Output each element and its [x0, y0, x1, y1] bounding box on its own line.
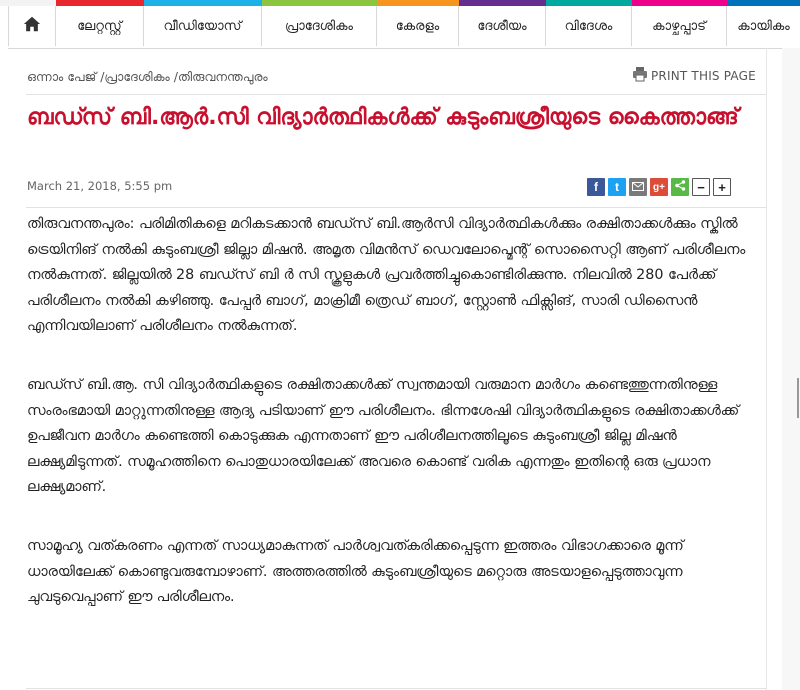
nav-home[interactable] [8, 6, 56, 46]
divider [26, 94, 766, 95]
divider [26, 688, 766, 689]
nav-accent-segment [377, 0, 459, 6]
article-body [27, 212, 752, 644]
article-paragraph: ബഡ്സ് ബി.ആ. സി വിദ്യാർത്ഥികളുടെ രക്ഷിതാക്കൾക്ക് സ്വന്തമായി വരുമാന മാർഗം കണ്ടെത്തുന്നതിനുള്ള സംരംഭമായി മാറ്റുന്നതിനുള്ള ആദ്യ പടിയാണ് ഈ പരിശീലനം. ഭിന്നശേഷി വിദ്യാർത്ഥികളുടെ രക്ഷിതാക്കൾക്ക് ഉപജീവന മാർഗം കണ്ടെത്തി കൊടുക്കുക എന്നതാണ് ഈ പരിശീലനത്തിലൂടെ കുടുംബശ്രീ ജില്ല മിഷൻ ലക്ഷ്യമിടുന്നത്. സമൂഹത്തിനെ പൊതുധാരയിലേക്ക് അവരെ കൊണ്ട് വരിക എന്നതും ഇതിന്റെ ഒരു പ്രധാന ലക്ഷ്യമാണ്. [27, 376, 740, 496]
nav-accent-segment [56, 0, 144, 6]
google-plus-share-button[interactable]: g+ [650, 178, 668, 196]
article-headline: ബഡ്സ് ബി.ആർ.സി വിദ്യാർത്ഥികൾക്ക് കുടുംബശ്രീയുടെ കൈത്താങ്ങ് [27, 105, 739, 130]
main-nav [8, 6, 800, 49]
nav-item-kerala[interactable]: കേരളം [377, 6, 459, 46]
email-share-button[interactable] [629, 178, 647, 196]
scrollbar-track[interactable] [782, 48, 800, 690]
printer-icon [632, 66, 651, 85]
home-icon [23, 15, 41, 37]
divider [26, 207, 766, 208]
share-toolbar [587, 178, 731, 196]
print-label: PRINT THIS PAGE [651, 68, 756, 83]
share-icon [675, 180, 686, 194]
nav-item-regional[interactable]: പ്രാദേശികം [262, 6, 377, 46]
nav-accent-segment [632, 0, 727, 6]
publish-date: March 21, 2018, 5:55 pm [27, 179, 173, 193]
article-paragraph: തിരുവനന്തപുരം: പരിമിതികളെ മറികടക്കാൻ ബഡ്സ് ബി.ആർസി വിദ്യാർത്ഥികൾക്കും രക്ഷിതാക്കൾക്കും സ്കിൽ ട്രെയിനിങ് നൽകി കുടുംബശ്രീ ജില്ലാ മിഷൻ. അമൃത വിമൻസ് ഡെവലോപ്മെന്റ് സൊസൈറ്റി ആണ് പരിശീലനം നൽകുന്നത്. ജില്ലയിൽ 28 ബഡ്സ് ബി ർ സി സ്കൂളുകൾ പ്രവർത്തിച്ചുകൊണ്ടിരിക്കുന്നു. നിലവിൽ 280 പേർക്ക് പരിശീലനം നൽകി കഴിഞ്ഞു. പേപ്പർ ബാഗ്, മാക്രിമീ ത്രെഡ് ബാഗ്, സ്റ്റോൺ ഫിക്സിങ്, സാരി ഡിസൈൻ എന്നിവയിലാണ് പരിശീലനം നൽകുന്നത്. [27, 216, 746, 335]
facebook-share-button[interactable]: f [587, 178, 605, 196]
content-border [766, 48, 767, 690]
print-button[interactable] [632, 66, 756, 85]
share-button[interactable] [671, 178, 689, 196]
font-decrease-button[interactable]: − [692, 178, 710, 196]
nav-color-bar [56, 0, 800, 6]
article-paragraph: സാമൂഹ്യ വത്കരണം എന്നത് സാധ്യമാകുന്നത് പാർശ്വവത്കരിക്കപ്പെടുന്ന ഇത്തരം വിഭാഗക്കാരെ മൂന്ന് ധാരയിലേക്ക് കൊണ്ടുവരുമ്പോഴാണ്. അത്തരത്തിൽ കുടുംബശ്രീയുടെ മറ്റൊരു അടയാളപ്പെടുത്താവുന്ന ചുവടുവെപ്പാണ് ഈ പരിശീലനം. [27, 537, 684, 606]
email-icon [632, 180, 644, 194]
nav-item-latest[interactable]: ലേറ്റസ്റ്റ് [56, 6, 144, 46]
nav-accent-segment [144, 0, 262, 6]
nav-accent-segment [727, 0, 800, 6]
font-increase-button[interactable]: + [713, 178, 731, 196]
nav-item-opinion[interactable]: കാഴ്ചപ്പാട് [632, 6, 727, 46]
nav-accent-segment [546, 0, 632, 6]
scrollbar-thumb[interactable] [797, 378, 799, 418]
nav-accent-segment [262, 0, 377, 6]
breadcrumb[interactable]: ഒന്നാം പേജ് /പ്രാദേശികം /തിരുവനന്തപുരം [27, 69, 268, 84]
twitter-share-button[interactable]: t [608, 178, 626, 196]
nav-item-videos[interactable]: വീഡിയോസ് [144, 6, 262, 46]
nav-item-national[interactable]: ദേശീയം [459, 6, 546, 46]
nav-item-sports[interactable]: കായികം [737, 18, 790, 34]
nav-item-foreign[interactable]: വിദേശം [546, 6, 632, 46]
nav-accent-segment [459, 0, 546, 6]
